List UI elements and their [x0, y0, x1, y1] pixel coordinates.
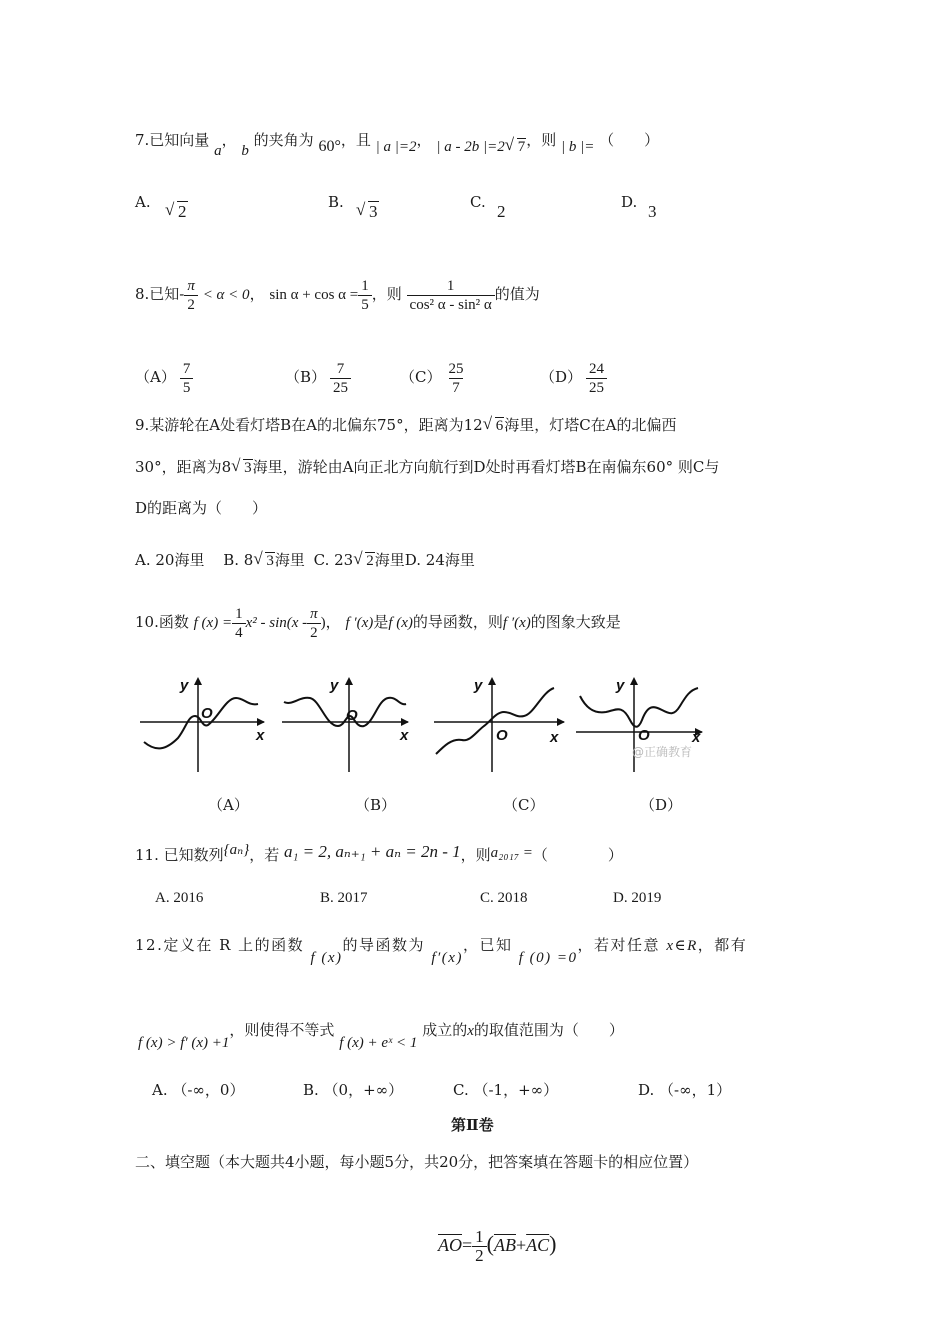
q12-condition: f (0) =0 — [518, 950, 578, 966]
q10-fraction-2 — [307, 605, 321, 642]
q10-graph-c — [432, 670, 572, 780]
q7-comma: ， — [221, 131, 237, 149]
q10-comma: ， — [325, 613, 341, 631]
q8-option-c-num: 25 — [448, 360, 464, 377]
q12-text-a: 12.定义在 R 上的函数 — [135, 936, 305, 954]
graph-c-x-arrow — [557, 718, 565, 726]
q12-option-d: D. （-∞，1） — [638, 1081, 732, 1099]
q7-option-b — [356, 202, 379, 222]
graph-b-y-label: y — [330, 677, 339, 694]
q8-option-c-label: （C） — [400, 368, 442, 386]
graph-b-y-arrow — [345, 677, 353, 685]
q9-line-2-a: 30°，距离为8 — [135, 458, 232, 476]
q7-option-d: 3 — [648, 202, 657, 221]
q11-answer-paren: （ ） — [532, 846, 623, 864]
q8-fraction-1 — [184, 277, 198, 314]
q12-text-e: ，都有 — [697, 936, 748, 954]
q12-variable-x: x — [467, 1023, 474, 1039]
q9-line-3: D的距离为（ ） — [135, 499, 268, 517]
graph-d-x-label: x — [692, 729, 701, 746]
formula-half — [472, 1228, 487, 1265]
q8-option-a-den: 5 — [180, 378, 194, 397]
q8-equation: sin α + cos α = — [269, 287, 359, 303]
formula-ab: $\overline{AB}$ — [493, 1235, 516, 1255]
q10-function-right: ) — [320, 615, 326, 631]
graph-a-y-arrow — [194, 677, 202, 685]
q8-fraction-3 — [407, 277, 495, 314]
q7-text-a: 7.已知向量 — [135, 131, 210, 149]
q8-fraction-1-num: π — [187, 277, 195, 294]
q7-option-a-label: A. — [135, 193, 151, 211]
q12-line-1 — [135, 935, 748, 966]
q7-option-c: 2 — [497, 202, 506, 221]
q7-vector-b: b — [241, 143, 249, 159]
graph-a-y-label: y — [180, 677, 189, 694]
q12-text-g: 成立的 — [422, 1021, 468, 1039]
q9-line-2 — [135, 457, 719, 478]
q11-option-b: B. 2017 — [320, 890, 368, 906]
q10-graph-a — [138, 670, 270, 780]
q10-text-b: 是 — [373, 613, 389, 631]
q8-option-d-den: 25 — [586, 378, 607, 397]
graph-b-x-arrow — [401, 718, 409, 726]
q8-option-c — [400, 355, 466, 399]
q8-option-d — [540, 355, 607, 399]
graph-c-curve — [436, 688, 554, 754]
q7-ask: | b |= — [561, 139, 595, 155]
formula-ao: $\overline{AO}$ — [438, 1235, 462, 1255]
q12-text-d: ，若对任意 — [577, 936, 661, 954]
q10-function-mid: x² - sin(x - — [245, 615, 308, 631]
q9-option-b-post: 海里 — [274, 551, 305, 569]
section-heading: 二、填空题（本大题共4小题，每小题5分，共20分，把答案填在答题卡的相应位置） — [135, 1153, 699, 1171]
q11-text-a: 11. 已知数列 — [135, 846, 224, 864]
q9-option-c-post: 海里 — [374, 551, 405, 569]
formula-paren-open: ( — [486, 1231, 494, 1256]
q12-option-c: C. （-1，+∞） — [453, 1081, 559, 1099]
graph-b-x-label: x — [400, 727, 409, 744]
q8-option-b-num: 7 — [336, 360, 345, 377]
q12-derivative: f′(x) — [431, 950, 463, 966]
q8-fraction-2 — [358, 277, 372, 314]
q7-sqrt-radicand: 7 — [517, 139, 526, 155]
q10-function-fx: f (x) — [388, 615, 413, 631]
q10-fraction-2-num: π — [310, 605, 318, 622]
q10-text-a: 10.函数 — [135, 613, 189, 631]
q12-option-a: A. （-∞，0） — [152, 1081, 245, 1099]
q11-stem — [135, 842, 623, 866]
q8-option-d-num: 24 — [589, 360, 605, 377]
q9-option-c-pre: C. 23 — [313, 551, 354, 569]
q7-condition-2 — [436, 139, 526, 155]
q8-fraction-1-den: 2 — [184, 295, 198, 314]
q7-stem — [135, 130, 660, 159]
q8-stem — [135, 272, 540, 317]
q7-option-b-value: 3 — [369, 202, 378, 221]
q10-fraction-1 — [232, 605, 246, 642]
q8-fraction-2-num: 1 — [361, 277, 369, 294]
q7-option-d-label: D. — [621, 193, 638, 211]
q12-text-c: ，已知 — [462, 936, 513, 954]
q11-condition: a₁ = 2, aₙ₊₁ + aₙ = 2n - 1 — [284, 842, 461, 861]
q12-text-f: ，则使得不等式 — [229, 1021, 335, 1039]
q7-option-a-value: 2 — [178, 202, 187, 221]
q8-option-c-den: 7 — [449, 378, 463, 397]
q8-inequality: < α < 0 — [202, 287, 250, 303]
q8-text-b: ，则 — [371, 285, 402, 303]
q9-sqrt-1 — [483, 416, 505, 436]
formula-plus: + — [515, 1235, 527, 1255]
q12-text-h: 的取值范围为（ ） — [473, 1021, 624, 1039]
graph-c-x-label: x — [550, 729, 559, 746]
q9-option-c-radicand: 2 — [366, 553, 374, 569]
q12-line-2 — [138, 1020, 624, 1051]
q11-text-c: ，则 — [460, 846, 491, 864]
formula-ac: $\overline{AC}$ — [526, 1235, 550, 1255]
q10-caption-d: （D） — [640, 796, 683, 814]
q8-text-a: 8.已知- — [135, 285, 185, 303]
graph-d-y-label: y — [616, 677, 625, 694]
graph-d-origin: O — [638, 727, 650, 744]
graph-c-y-label: y — [474, 677, 483, 694]
q12-x-in-r: x∈R — [666, 938, 698, 954]
q11-ask: a₂₀₁₇ = — [490, 845, 533, 861]
q12-inequality-2: f (x) + eˣ < 1 — [339, 1035, 418, 1051]
q9-options — [135, 550, 475, 571]
q10-function-left: f (x) = — [193, 615, 233, 631]
q9-option-b — [223, 551, 305, 569]
graph-a-origin: O — [201, 705, 213, 722]
q11-text-b: ，若 — [249, 846, 280, 864]
q8-option-b — [285, 355, 351, 399]
formula-paren-close: ) — [549, 1231, 557, 1256]
graph-c-y-arrow — [488, 677, 496, 685]
q7-condition-1: | a |=2 — [375, 139, 417, 155]
q8-fraction-2-den: 5 — [358, 295, 372, 314]
q8-fraction-3-den: cos² α - sin² α — [407, 295, 495, 314]
formula-half-num: 1 — [475, 1226, 484, 1246]
q10-text-c: 的导函数，则 — [412, 613, 503, 631]
q10-graph-b — [280, 670, 415, 780]
formula-half-den: 2 — [472, 1246, 487, 1265]
graph-a-x-label: x — [256, 727, 265, 744]
q9-line-2-b: 海里，游轮由A向正北方向航行到D处时再看灯塔B在南偏东60° 则C与 — [252, 458, 720, 476]
q8-option-d-label: （D） — [540, 368, 583, 386]
q8-option-a — [135, 355, 193, 399]
q12-text-b: 的导函数为 — [342, 936, 426, 954]
q12-function: f (x) — [310, 950, 343, 966]
graph-b-origin: O — [346, 707, 358, 724]
section-title: 第Ⅱ卷 — [451, 1116, 494, 1134]
graph-d-curve — [580, 688, 698, 727]
q7-vector-a: a — [214, 143, 222, 159]
q11-option-d: D. 2019 — [613, 890, 662, 906]
q8-text-c: 的值为 — [494, 285, 540, 303]
q11-option-c: C. 2018 — [480, 890, 528, 906]
q7-angle: 60° — [318, 138, 341, 155]
q10-fraction-1-num: 1 — [235, 605, 243, 622]
q7-text-c: ，且 — [340, 131, 371, 149]
q9-option-b-pre: B. 8 — [223, 551, 254, 569]
q9-line-1 — [135, 415, 677, 436]
q9-line-1-a: 9.某游轮在A处看灯塔B在A的北偏东75°，距离为12 — [135, 416, 483, 434]
q7-comma-2: ， — [416, 131, 432, 149]
q8-option-a-num: 7 — [182, 360, 191, 377]
q10-caption-c: （C） — [503, 796, 545, 814]
graph-a-x-arrow — [257, 718, 265, 726]
q7-sqrt — [505, 137, 527, 157]
graph-d-y-arrow — [630, 677, 638, 685]
q7-option-b-label: B. — [328, 193, 344, 211]
q9-option-b-radicand: 3 — [266, 553, 274, 569]
q9-option-c — [314, 551, 405, 569]
formula-equals: = — [462, 1235, 473, 1255]
graph-c-origin: O — [496, 727, 508, 744]
q11-sequence: {aₙ} — [223, 842, 250, 858]
q10-graph-d — [574, 670, 709, 780]
q7-condition-2-text: | a - 2b |=2 — [436, 139, 505, 155]
q8-option-b-label: （B） — [285, 368, 327, 386]
q7-text-b: 的夹角为 — [253, 131, 314, 149]
q10-fraction-2-den: 2 — [307, 623, 321, 642]
q7-option-a — [165, 202, 188, 222]
q12-inequality-1: f (x) > f′ (x) +1 — [138, 1035, 230, 1051]
q9-option-d: D. 24海里 — [404, 551, 475, 569]
q10-stem — [135, 600, 621, 645]
q10-caption-b: （B） — [355, 796, 397, 814]
q9-sqrt-2 — [231, 458, 253, 478]
q9-option-a: A. 20海里 — [135, 551, 205, 569]
q10-text-d: 的图象大致是 — [530, 613, 621, 631]
vector-formula — [438, 1222, 556, 1268]
q7-text-d: ，则 — [526, 131, 557, 149]
q12-option-b: B. （0，+∞） — [303, 1081, 404, 1099]
q8-fraction-3-num: 1 — [446, 277, 455, 294]
watermark: @正确教育 — [632, 745, 693, 759]
q10-derivative-2: f ′(x) — [502, 615, 531, 631]
q10-derivative: f ′(x) — [345, 615, 374, 631]
q9-sqrt-2-radicand: 3 — [244, 460, 252, 476]
q10-caption-a: （A） — [208, 796, 249, 814]
q8-option-b-den: 25 — [330, 378, 351, 397]
q10-fraction-1-den: 4 — [232, 623, 246, 642]
q9-line-1-b: 海里，灯塔C在A的北偏西 — [504, 416, 677, 434]
q8-comma: ， — [249, 285, 265, 303]
q9-sqrt-1-radicand: 6 — [495, 418, 504, 434]
q8-option-a-label: （A） — [135, 368, 176, 386]
q7-option-c-label: C. — [470, 193, 486, 211]
q11-option-a: A. 2016 — [155, 890, 204, 906]
q7-answer-paren: （ ） — [599, 131, 660, 149]
